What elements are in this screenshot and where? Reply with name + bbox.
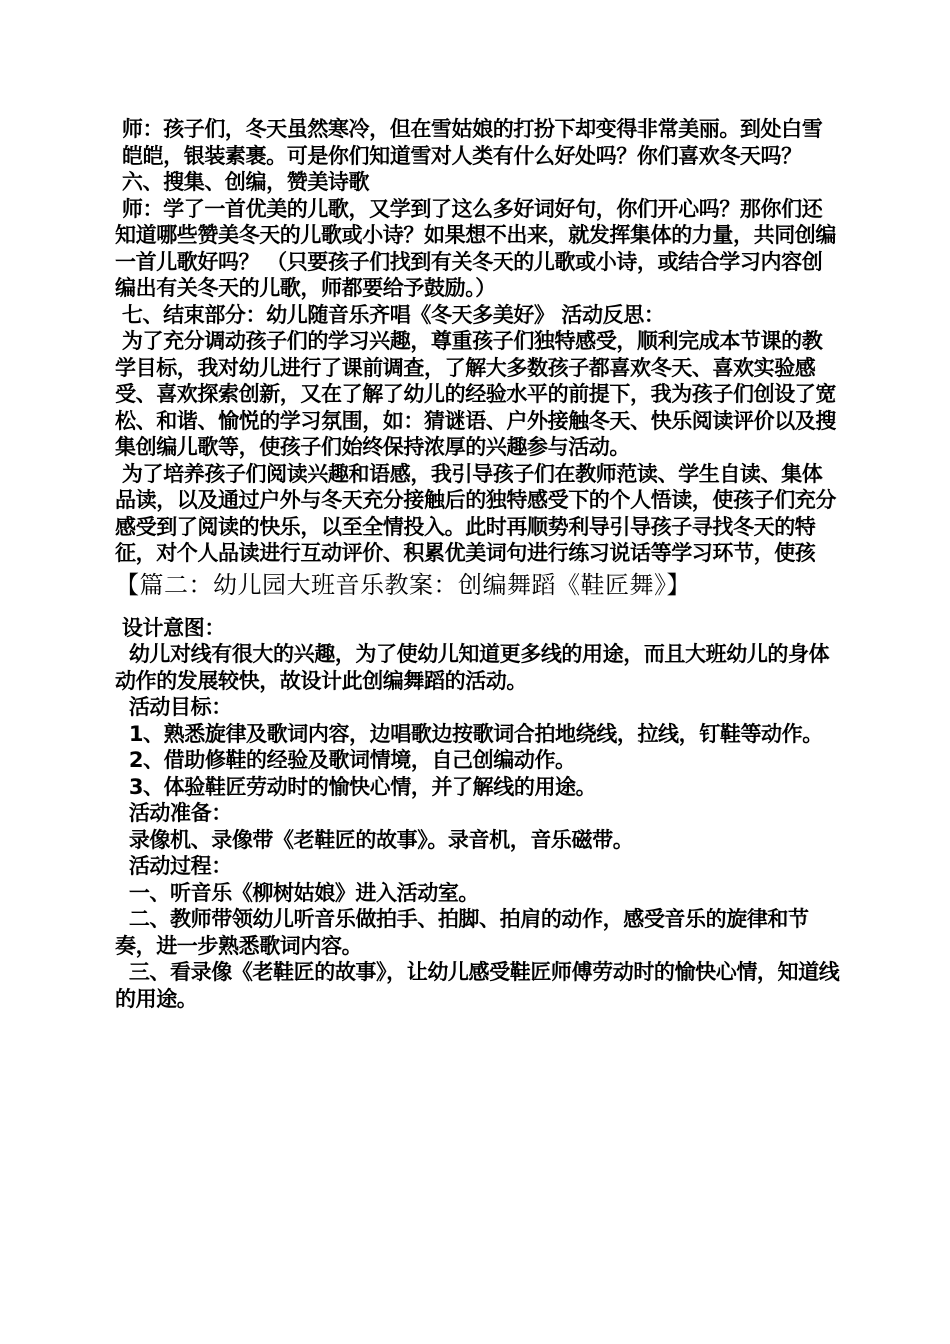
process-step-3: 三、看录像《老鞋匠的故事》，让幼儿感受鞋匠师傅劳动时的愉快心情，知道线的用途。 — [115, 960, 840, 1011]
heading-spacer — [115, 603, 840, 615]
activity-prep-label: 活动准备： — [115, 801, 232, 825]
process-step-1: 一、听音乐《柳树姑娘》进入活动室。 — [115, 880, 480, 905]
teacher-poem-paragraph: 师：学了一首优美的儿歌，又学到了这么多好词好句，你们开心吗？那你们还知道哪些赞美冬天的儿歌或小诗？如果想不出来，就发挥集体的力量，共同创编一首儿歌好吗？ （只要孩子们找到有关冬天的儿歌或小诗，或结合学习内容创编出有关冬天的儿歌，师都要给予鼓励。） — [115, 196, 836, 300]
reflection-paragraph-2: 为了培养孩子们阅读兴趣和语感，我引导孩子们在教师范读、学生自读、集体品读，以及通过户外与冬天充分接触后的独特感受下的个人悟读，使孩子们充分感受到了阅读的快乐，以至全情投入。此时再顺势利导引导孩子寻找冬天的特征，对个人品读进行互动评价、积累优美词句进行练习说话等学习环节，使孩 — [115, 461, 836, 565]
reflection-paragraph-1: 为了充分调动孩子们的学习兴趣，尊重孩子们独特感受，顺利完成本节课的教学目标，我对幼儿进行了课前调查，了解大多数孩子都喜欢冬天、喜欢实验感受、喜欢探索创新，又在了解了幼儿的经验水平的前提下，我为孩子们创设了宽松、和谐、愉悦的学习氛围，如：猜谜语、户外接触冬天、快乐阅读评价以及搜集创编儿歌等，使孩子们始终保持浓厚的兴趣参与活动。 — [115, 329, 836, 459]
design-intent-label: 设计意图： — [115, 615, 225, 640]
process-step-2: 二、教师带领幼儿听音乐做拍手、拍脚、拍肩的动作，感受音乐的旋律和节奏，进一步熟悉歌词内容。 — [115, 907, 809, 958]
section-six-heading: 六、搜集、创编，赞美诗歌 — [115, 170, 370, 194]
activity-prep-text: 录像机、录像带《老鞋匠的故事》。录音机，音乐磁带。 — [115, 827, 634, 852]
goal-item-3: 3、体验鞋匠劳动时的愉快心情，并了解线的用途。 — [115, 774, 597, 799]
goal-item-2: 2、借助修鞋的经验及歌词情境，自己创编动作。 — [115, 748, 576, 772]
document-page — [115, 116, 840, 1012]
activity-process-label: 活动过程： — [115, 854, 232, 878]
teacher-snow-paragraph-1: 师：孩子们，冬天虽然寒冷，但在雪姑娘的打扮下却变得非常美丽。到处白雪 — [115, 117, 823, 141]
activity-goals-label: 活动目标： — [115, 695, 232, 719]
section-seven-heading: 七、结束部分：幼儿随音乐齐唱《冬天多美好》 活动反思： — [115, 302, 665, 327]
design-intent-text: 幼儿对线有很大的兴趣，为了使幼儿知道更多线的用途，而且大班幼儿的身体动作的发展较快，故设计此创编舞蹈的活动。 — [115, 642, 830, 693]
part-two-title: 【篇二：幼儿园大班音乐教案：创编舞蹈《鞋匠舞》】 — [115, 570, 691, 599]
goal-item-1: 1、熟悉旋律及歌词内容，边唱歌边按歌词合拍地绕线，拉线，钉鞋等动作。 — [115, 721, 823, 746]
teacher-snow-paragraph-2: 皑皑，银装素裹。可是你们知道雪对人类有什么好处吗？你们喜欢冬天吗？ — [115, 143, 802, 168]
